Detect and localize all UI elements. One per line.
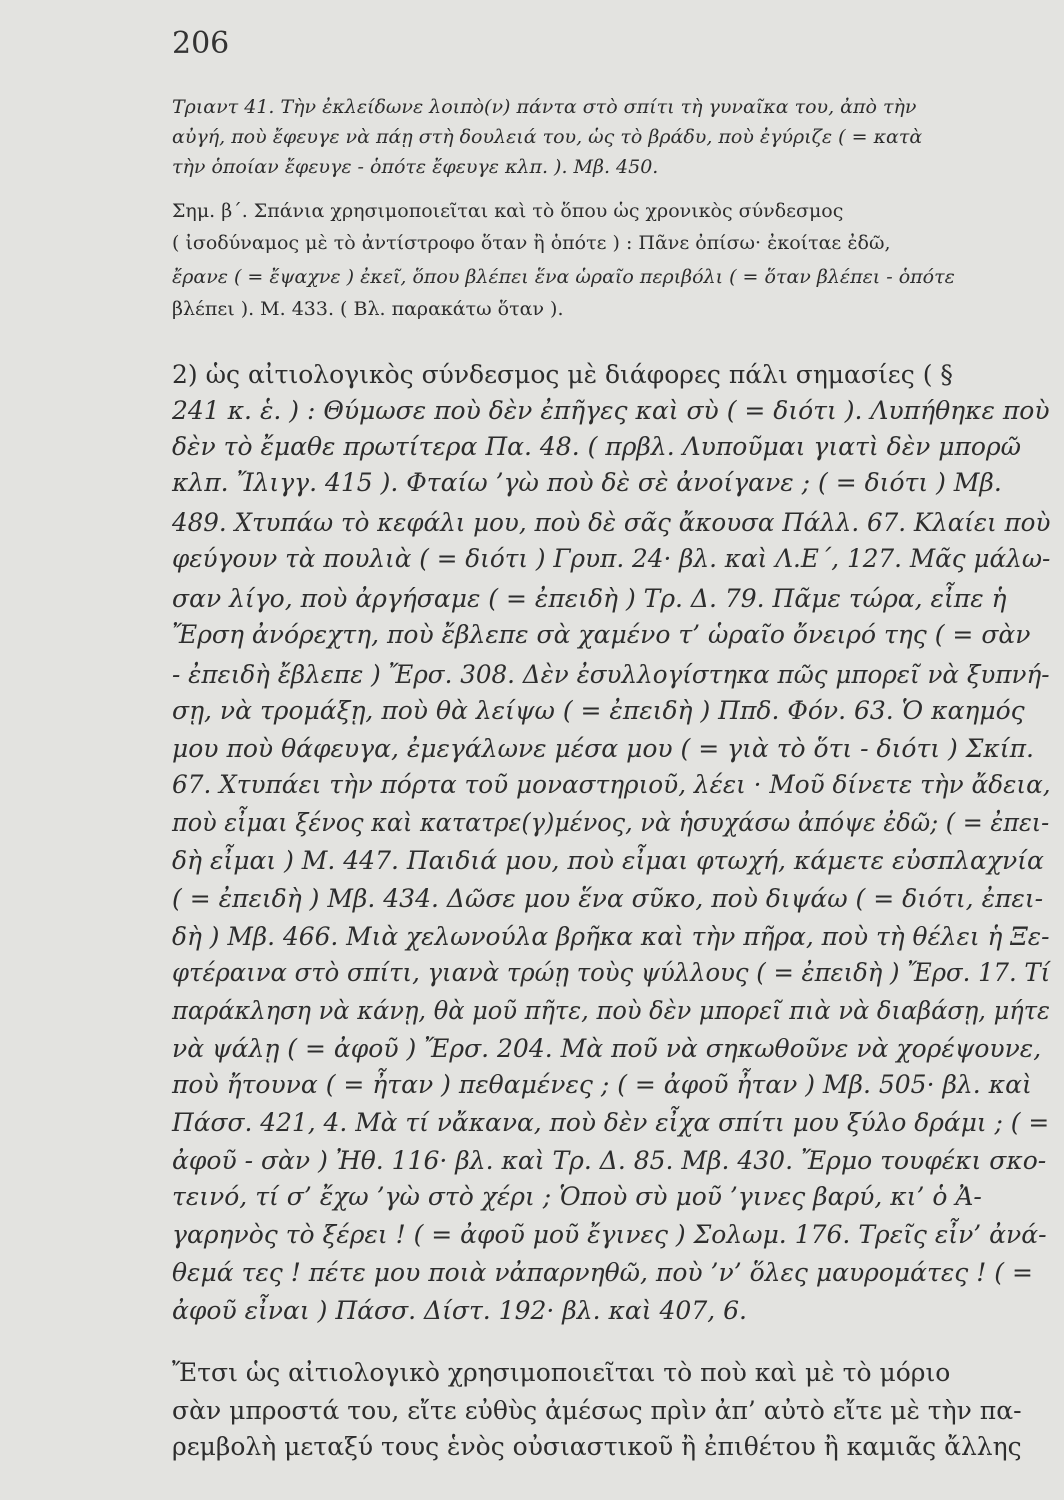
text-line: Ἔρση ἀνόρεχτη, ποὺ ἔβλεπε σὰ χαμένο τ’ ὡραῖο ὄνειρό της ( = σὰν <box>172 620 1031 649</box>
text-line: ρεμβολὴ μεταξύ τους ἑνὸς οὐσιαστικοῦ ἢ ἐπιθέτου ἢ καμιᾶς ἄλλης <box>172 1432 1022 1461</box>
text-line: σαν λίγο, ποὺ ἀργήσαμε ( = ἐπειδὴ ) Τρ. Δ. 79. Πᾶμε τώρα, εἶπε ἡ <box>172 584 1007 613</box>
text-line: τεινό, τί σ’ ἔχω ’γὼ στὸ χέρι ; Ὁποὺ σὺ μοῦ ’γινες βαρύ, κι’ ὁ Ἀ- <box>172 1182 982 1211</box>
text-line: αὐγή, ποὺ ἔφευγε νὰ πάῃ στὴ δουλειά του, ὡς τὸ βράδυ, ποὺ ἐγύριζε ( = κατὰ <box>172 126 923 148</box>
text-line: 489. Χτυπάω τὸ κεφάλι μου, ποὺ δὲ σᾶς ἄκουσα Πάλλ. 67. Κλαίει ποὺ <box>172 508 1051 537</box>
page-number: 206 <box>172 26 230 61</box>
text-line: Σημ. β΄. Σπάνια χρησιμοποιεῖται καὶ τὸ ὅπου ὡς χρονικὸς σύνδεσμος <box>172 200 844 222</box>
text-line: - ἐπειδὴ ἔβλεπε ) Ἔρσ. 308. Δὲν ἐσυλλογίστηκα πῶς μπορεῖ νὰ ξυπνή- <box>172 660 1050 689</box>
text-line: δὴ ) Μβ. 466. Μιὰ χελωνούλα βρῆκα καὶ τὴν πῆρα, ποὺ τὴ θέλει ἡ Ξε- <box>172 922 1050 951</box>
text-line: γαρηνὸς τὸ ξέρει ! ( = ἀφοῦ μοῦ ἔγινες ) Σολωμ. 176. Τρεῖς εἶν’ ἀνά- <box>172 1220 1047 1249</box>
text-line: δὴ εἶμαι ) Μ. 447. Παιδιά μου, ποὺ εἶμαι φτωχή, κάμετε εὐσπλαχνία <box>172 846 1044 875</box>
text-line: κλπ. Ἴλιγγ. 415 ). Φταίω ’γὼ ποὺ δὲ σὲ ἀνοίγανε ; ( = διότι ) Μβ. <box>172 468 1002 497</box>
text-line: δὲν τὸ ἔμαθε πρωτίτερα Πα. 48. ( πρβλ. Λυποῦμαι γιατὶ δὲν μπορῶ <box>172 432 1022 461</box>
text-line: τὴν ὁποίαν ἔφευγε - ὁπότε ἔφευγε κλπ. ). Μβ. 450. <box>172 156 659 178</box>
text-line: ἀφοῦ - σὰν ) Ἠθ. 116· βλ. καὶ Τρ. Δ. 85. Μβ. 430. Ἔρμο τουφέκι σκο- <box>172 1146 1047 1175</box>
text-line: Τριαντ 41. Τὴν ἐκλείδωνε λοιπὸ(ν) πάντα στὸ σπίτι τὴ γυναῖκα του, ἀπὸ τὴν <box>172 96 917 118</box>
text-line: ἔρανε ( = ἔψαχνε ) ἐκεῖ, ὅπου βλέπει ἕνα ὡραῖο περιβόλι ( = ὅταν βλέπει - ὁπότε <box>172 266 955 288</box>
text-line: παράκληση νὰ κάνῃ, θὰ μοῦ πῆτε, ποὺ δὲν μπορεῖ πιὰ νὰ διαβάσῃ, μήτε <box>172 996 1050 1025</box>
text-line: ( = ἐπειδὴ ) Μβ. 434. Δῶσε μου ἕνα σῦκο, ποὺ διψάω ( = διότι, ἐπει- <box>172 884 1044 913</box>
text-line: βλέπει ). Μ. 433. ( Βλ. παρακάτω ὅταν ). <box>172 298 564 320</box>
text-line: νὰ ψάλῃ ( = ἀφοῦ ) Ἔρσ. 204. Μὰ ποῦ νὰ σηκωθοῦνε νὰ χορέψουνε, <box>172 1034 1042 1063</box>
text-line: σὰν μπροστά του, εἴτε εὐθὺς ἀμέσως πρὶν ἀπ’ αὐτὸ εἴτε μὲ τὴν πα- <box>172 1396 1022 1425</box>
text-line: Πάσσ. 421, 4. Μὰ τί νἄκανα, ποὺ δὲν εἶχα σπίτι μου ξύλο δράμι ; ( = <box>172 1108 1050 1137</box>
text-line: θεμά τες ! πέτε μου ποιὰ νἀπαρνηθῶ, ποὺ ’ν’ ὅλες μαυρομάτες ! ( = <box>172 1258 1033 1287</box>
text-line: φτέραινα στὸ σπίτι, γιανὰ τρώῃ τοὺς ψύλλους ( = ἐπειδὴ ) Ἔρσ. 17. Τί <box>172 958 1051 987</box>
text-line: ποὺ εἶμαι ξένος καὶ κατατρε(γ)μένος, νὰ ἡσυχάσω ἀπόψε ἐδῶ; ( = ἐπει- <box>172 808 1050 837</box>
text-line: μου ποὺ θάφευγα, ἐμεγάλωνε μέσα μου ( = γιὰ τὸ ὅτι - διότι ) Σκίπ. <box>172 734 1034 763</box>
text-line: 241 κ. ἑ. ) : Θύμωσε ποὺ δὲν ἐπῆγες καὶ σὺ ( = διότι ). Λυπήθηκε ποὺ <box>172 396 1050 425</box>
text-line: σῃ, νὰ τρομάξῃ, ποὺ θὰ λείψω ( = ἐπειδὴ ) Ππδ. Φόν. 63. Ὁ καημός <box>172 696 1025 725</box>
text-line: Ἔτσι ὡς αἰτιολογικὸ χρησιμοποιεῖται τὸ ποὺ καὶ μὲ τὸ μόριο <box>172 1358 951 1387</box>
text-line: ἀφοῦ εἶναι ) Πάσσ. Δίστ. 192· βλ. καὶ 407, 6. <box>172 1296 747 1325</box>
text-line: φεύγουν τὰ πουλιὰ ( = διότι ) Γρυπ. 24· βλ. καὶ Λ.Ε΄, 127. Μᾶς μάλω- <box>172 544 1051 573</box>
text-line: 2) ὡς αἰτιολογικὸς σύνδεσμος μὲ διάφορες πάλι σημασίες ( § <box>172 360 953 389</box>
text-line: ποὺ ἤτουνα ( = ἦταν ) πεθαμένες ; ( = ἀφοῦ ἦταν ) Μβ. 505· βλ. καὶ <box>172 1070 1032 1099</box>
text-line: 67. Χτυπάει τὴν πόρτα τοῦ μοναστηριοῦ, λέει · Μοῦ δίνετε τὴν ἄδεια, <box>172 770 1051 799</box>
text-line: ( ἰσοδύναμος μὲ τὸ ἀντίστροφο ὅταν ἢ ὁπότε ) : Πᾶνε ὀπίσω· ἐκοίταε ἐδῶ, <box>172 232 891 254</box>
